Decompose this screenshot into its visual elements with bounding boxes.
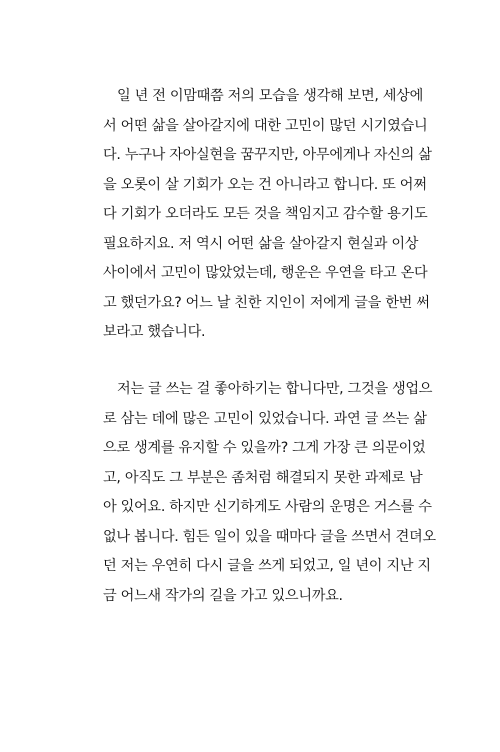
text-line: 아 있어요. 하지만 신기하게도 사람의 운명은 거스를 수 [103,499,432,515]
text-line: 없나 봅니다. 힘든 일이 있을 때마다 글을 쓰면서 견뎌오 [103,528,436,545]
text-line: 사이에서 고민이 많았었는데, 행운은 우연을 타고 온다 [103,265,428,281]
paragraph-2 [103,375,436,611]
paragraph-1 [103,82,432,348]
text-line: 필요하지요. 저 역시 어떤 삶을 살아갈지 현실과 이상 [103,235,419,252]
text-line: 로 삼는 데에 많은 고민이 있었습니다. 과연 글 쓰는 삶 [103,410,427,427]
text-line: 다. 누구나 자아실현을 꿈꾸지만, 아무에게나 자신의 삶 [103,147,432,163]
text-line: 일 년 전 이맘때쯤 저의 모습을 생각해 보면, 세상에 [117,88,423,104]
text-line: 고 했던가요? 어느 날 친한 지인이 저에게 글을 한번 써 [103,294,430,311]
text-line: 보라고 했습니다. [103,324,206,340]
text-line: 다 기회가 오더라도 모든 것을 책임지고 감수할 용기도 [103,206,428,222]
text-line: 저는 글 쓰는 걸 좋아하기는 합니다만, 그것을 생업으 [117,381,433,397]
text-line: 금 어느새 작가의 길을 가고 있으니까요. [103,587,343,604]
text-line: 서 어떤 삶을 살아갈지에 대한 고민이 많던 시기였습니 [103,117,428,134]
text-line: 으로 생계를 유지할 수 있을까? 그게 가장 큰 의문이었 [103,440,426,456]
text-line: 을 오롯이 살 기회가 오는 건 아니라고 합니다. 또 어쩌 [103,176,427,193]
text-line: 던 저는 우연히 다시 글을 쓰게 되었고, 일 년이 지난 지 [103,558,431,574]
text-line: 고, 아직도 그 부분은 좀처럼 해결되지 못한 과제로 남 [103,469,423,486]
